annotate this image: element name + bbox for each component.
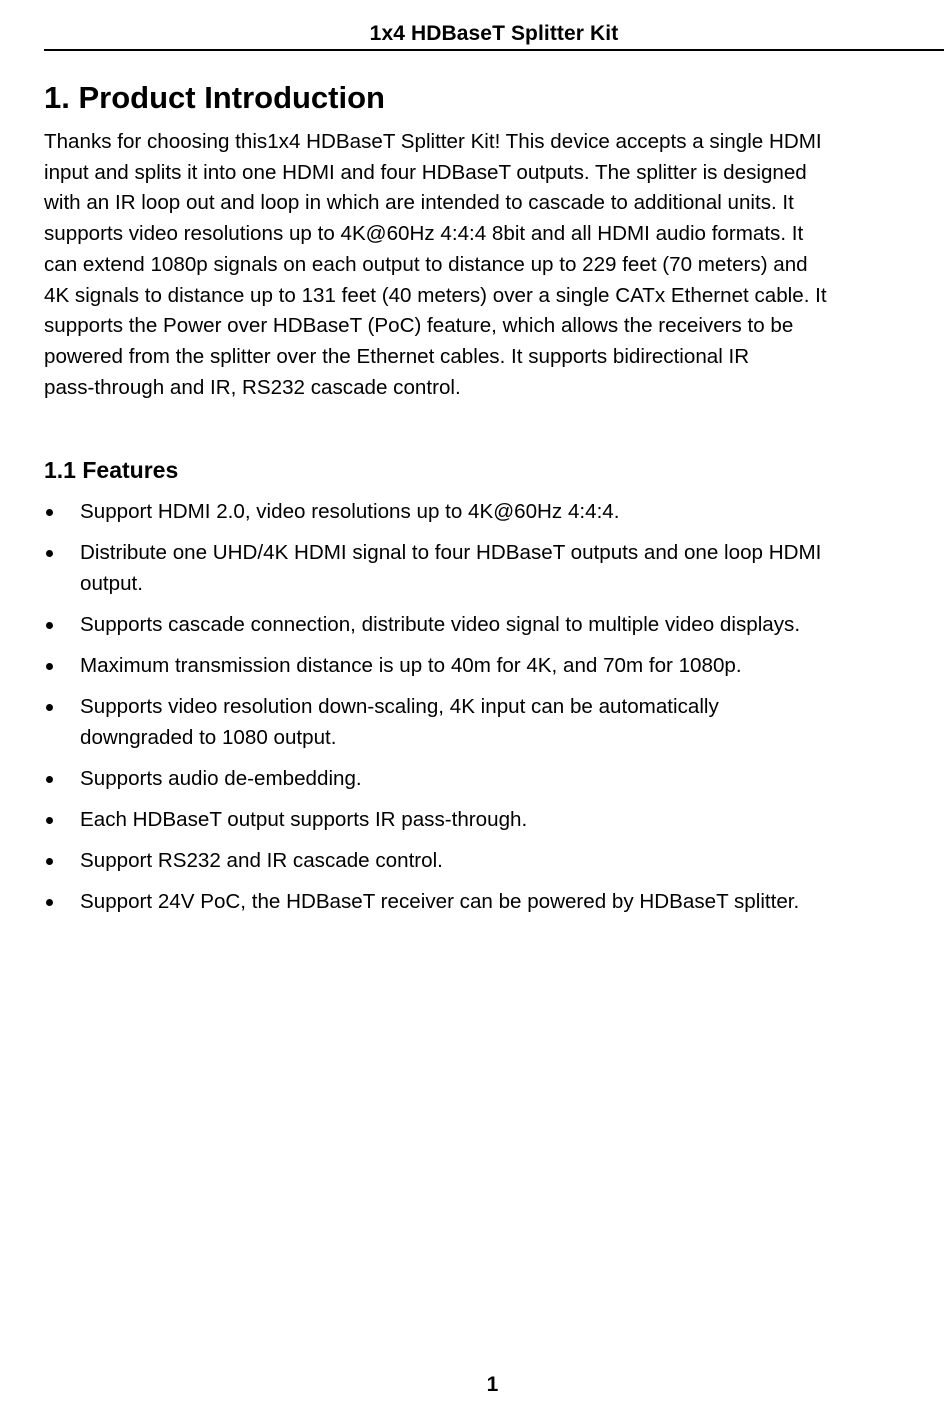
feature-item — [44, 887, 944, 918]
feature-item — [44, 846, 944, 877]
page-header — [44, 19, 944, 51]
intro-line: with an IR loop out and loop in which are intended to cascade to additional units. It — [44, 191, 794, 215]
feature-item — [44, 692, 944, 753]
bullet-icon — [46, 899, 53, 906]
bullet-icon — [46, 858, 53, 865]
feature-item — [44, 497, 944, 528]
feature-text: Each HDBaseT output supports IR pass-through. — [80, 807, 528, 831]
intro-line: supports the Power over HDBaseT (PoC) feature, which allows the receivers to be — [44, 314, 794, 338]
bullet-icon — [46, 550, 53, 557]
bullet-icon — [46, 663, 53, 670]
feature-item — [44, 764, 944, 795]
bullet-icon — [46, 622, 53, 629]
feature-text: Supports video resolution down-scaling, 4K input can be automatically — [80, 695, 719, 719]
intro-paragraph — [44, 127, 944, 403]
feature-text: downgraded to 1080 output. — [80, 725, 337, 749]
subsection-heading: 1.1 Features — [44, 457, 179, 483]
feature-item — [44, 538, 944, 599]
intro-line: input and splits it into one HDMI and four HDBaseT outputs. The splitter is designed — [44, 160, 807, 184]
bullet-icon — [46, 817, 53, 824]
feature-item — [44, 805, 944, 836]
document-title: 1x4 HDBaseT Splitter Kit — [369, 22, 619, 45]
feature-text: Distribute one UHD/4K HDMI signal to four HDBaseT outputs and one loop HDMI — [80, 541, 822, 565]
feature-item — [44, 651, 944, 682]
intro-line: supports video resolutions up to 4K@60Hz 4:4:4 8bit and all HDMI audio formats. It — [44, 222, 804, 246]
section-heading: 1. Product Introduction — [44, 80, 385, 115]
feature-text: Support HDMI 2.0, video resolutions up to 4K@60Hz 4:4:4. — [80, 500, 620, 523]
intro-line: can extend 1080p signals on each output to distance up to 229 feet (70 meters) and — [44, 252, 808, 276]
intro-line: Thanks for choosing this1x4 HDBaseT Splitter Kit! This device accepts a single HDMI — [44, 130, 822, 153]
bullet-icon — [46, 509, 53, 516]
bullet-icon — [46, 704, 53, 711]
feature-text: Maximum transmission distance is up to 40m for 4K, and 70m for 1080p. — [80, 653, 742, 677]
intro-line: 4K signals to distance up to 131 feet (40 meters) over a single CATx Ethernet cable. It — [44, 283, 827, 307]
feature-item — [44, 610, 944, 641]
intro-line: powered from the splitter over the Ethernet cables. It supports bidirectional IR — [44, 344, 750, 368]
feature-text: Supports audio de-embedding. — [80, 766, 362, 790]
features-list — [44, 497, 944, 928]
feature-text: Supports cascade connection, distribute video signal to multiple video displays. — [80, 612, 801, 636]
feature-text: Support 24V PoC, the HDBaseT receiver can be powered by HDBaseT splitter. — [80, 890, 800, 914]
feature-text: Support RS232 and IR cascade control. — [80, 849, 443, 873]
bullet-icon — [46, 776, 53, 783]
feature-text: output. — [80, 571, 143, 595]
intro-line: pass-through and IR, RS232 cascade control. — [44, 375, 461, 399]
page-number: 1 — [486, 1373, 499, 1396]
